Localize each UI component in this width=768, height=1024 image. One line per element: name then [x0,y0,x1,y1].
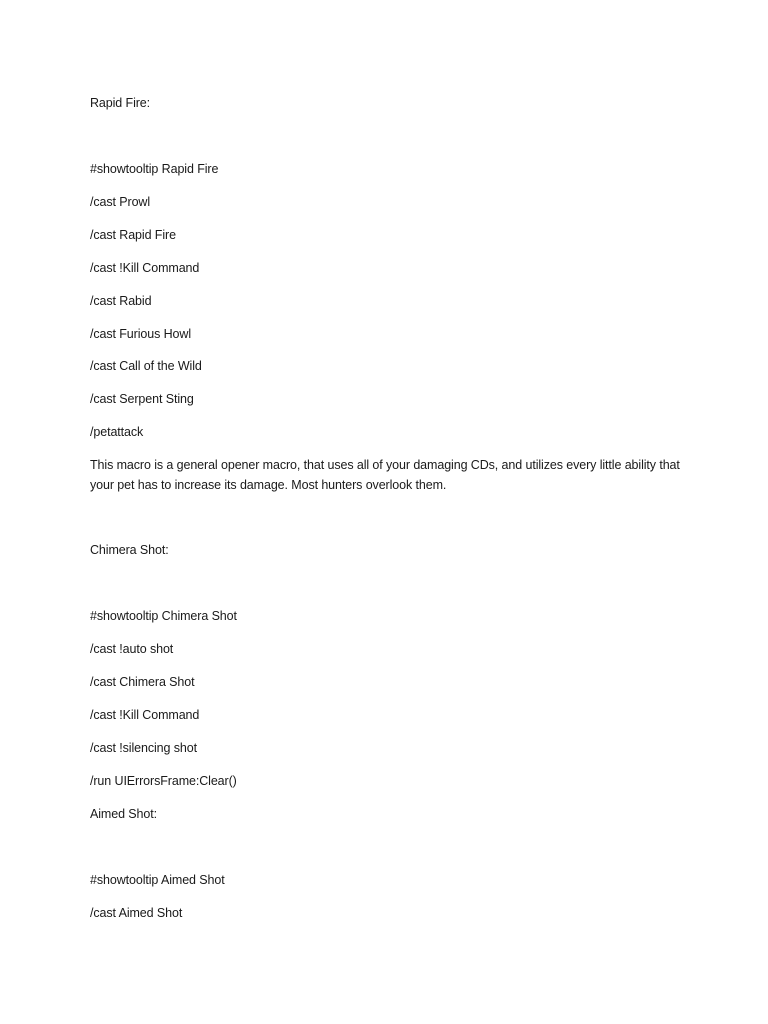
macro-line: /cast Aimed Shot [90,906,183,920]
section-heading-aimed-shot: Aimed Shot: [90,807,157,821]
macro-line: /petattack [90,425,144,439]
macro-line: /cast Prowl [90,195,151,209]
macro-line: /run UIErrorsFrame:Clear() [90,774,237,788]
macro-line: /cast Serpent Sting [90,392,194,406]
macro-line: /cast Chimera Shot [90,675,195,689]
macro-line: /cast Call of the Wild [90,359,202,373]
section-heading-rapid-fire: Rapid Fire: [90,96,151,110]
macro-line: /cast !Kill Command [90,708,200,722]
macro-line: #showtooltip Aimed Shot [90,873,225,887]
macro-line: /cast Rabid [90,294,152,308]
macro-line: /cast !silencing shot [90,741,197,755]
macro-line: /cast Rapid Fire [90,228,176,242]
macro-line: /cast !Kill Command [90,261,200,275]
macro-description: This macro is a general opener macro, that uses all of your damaging CDs, and utilizes every little ability that your pet has to increase its damage. Most hunters overlook them. [90,458,680,492]
section-heading-chimera-shot: Chimera Shot: [90,543,169,557]
macro-line: /cast Furious Howl [90,327,192,341]
macro-line: #showtooltip Rapid Fire [90,162,219,176]
macro-line: /cast !auto shot [90,642,174,656]
macro-line: #showtooltip Chimera Shot [90,609,237,623]
